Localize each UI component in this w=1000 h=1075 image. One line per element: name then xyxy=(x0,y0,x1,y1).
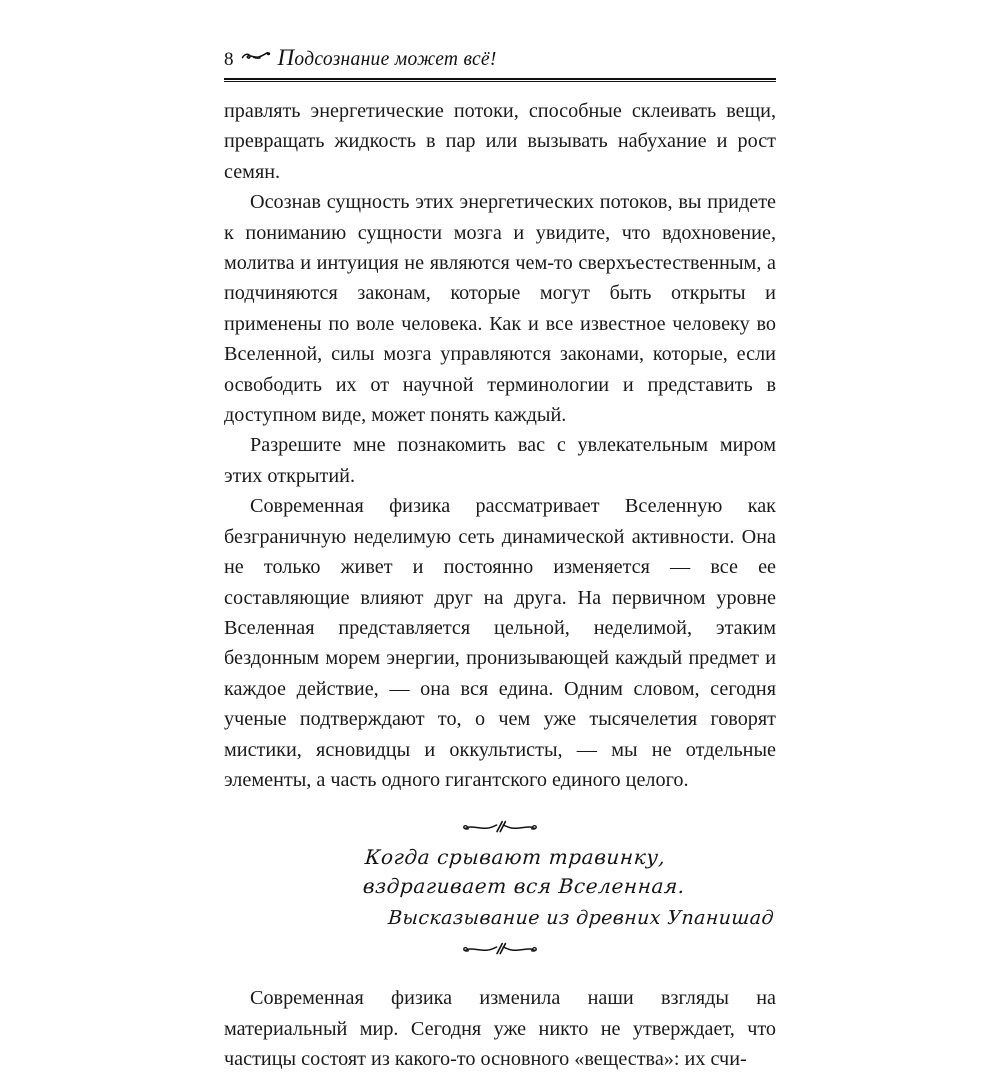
header-rule-thick xyxy=(224,78,776,80)
body-copy-after-epigraph xyxy=(224,983,776,1074)
epigraph-quote-line-2: вздрагивает вся Вселенная. xyxy=(362,874,686,899)
running-head xyxy=(224,46,776,72)
epigraph-ornament-bottom-row xyxy=(224,941,776,957)
paragraph: Осознав сущность этих энергетических потоков, вы придете к пониманию сущности мозга и увидите, что вдохновение, молитва и интуиция не являются чем-то сверхъестественным, а подчиняются законам, которые могут быть открыты и применены по воле человека. Как и все известное человеку во Вселенной, силы мозга управляются законами, которые, если освободить их от научной терминологии и представить в доступном виде, может понять каждый. xyxy=(224,191,776,427)
flourish-ornament xyxy=(462,941,538,957)
text-block xyxy=(224,46,776,1075)
epigraph-ornament-top-row xyxy=(224,819,776,835)
epigraph-attribution: Высказывание из древних Упанишад xyxy=(387,907,775,930)
running-head-title xyxy=(278,46,497,70)
header-rule-thin xyxy=(224,81,776,82)
paragraph: Современная физика рассматривает Вселенную как безграничную неделимую сеть динамической активности. Она не только живет и постоянно изменяется — все ее составляющие влияют друг на друга. На первичном уровне Вселенная представляется цельной, неделимой, этаким бездонным морем энергии, пронизывающей каждый предмет и каждое действие, — она вся едина. Одним словом, сегодня ученые подтверждают то, о чем уже тысячелетия говорят мистики, ясновидцы и оккультисты, — мы не отдельные элементы, а часть одного гигантского единого целого. xyxy=(224,495,776,791)
paragraph: Разрешите мне познакомить вас с увлекательным миром этих открытий. xyxy=(224,434,776,487)
header-rule xyxy=(224,78,776,82)
paragraph: правлять энергетические потоки, способные склеивать вещи, превращать жидкость в пар или вызывать набухание и рост семян. xyxy=(224,100,776,183)
body-copy xyxy=(224,96,776,795)
epigraph-quote xyxy=(222,843,778,901)
paragraph: Современная физика изменила наши взгляды на материальный мир. Сегодня уже никто не утверждает, что частицы состоят из какого-то основного «вещества»: их счи- xyxy=(224,987,776,1071)
leaf-swash-ornament xyxy=(241,50,271,62)
running-head-title-rest: одсознание может всё! xyxy=(294,49,497,70)
running-head-title-initial: П xyxy=(277,45,295,70)
flourish-ornament xyxy=(462,819,538,835)
page-number: 8 xyxy=(224,49,234,70)
epigraph-block xyxy=(224,819,776,957)
epigraph-quote-line-1: Когда срывают травинку, xyxy=(364,845,667,870)
